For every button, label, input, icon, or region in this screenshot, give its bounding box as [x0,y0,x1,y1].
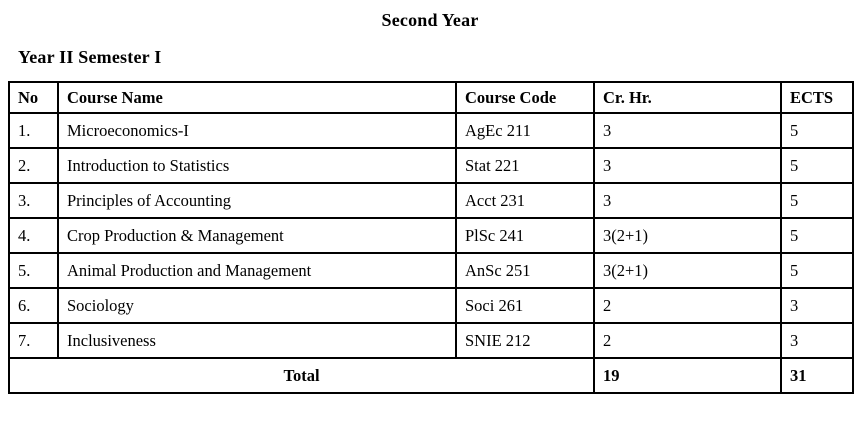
table-row [9,183,853,218]
cell-course-code: AgEc 211 [456,113,594,148]
table-row [9,218,853,253]
cell-cr-hr: 3(2+1) [594,218,781,253]
cell-ects: 3 [781,323,853,358]
page-title: Second Year [381,10,479,30]
cell-ects: 5 [781,253,853,288]
cell-course-name: Sociology [58,288,456,323]
cell-course-name: Principles of Accounting [58,183,456,218]
total-ects: 31 [781,358,853,393]
cell-cr-hr: 3(2+1) [594,253,781,288]
cell-ects: 5 [781,113,853,148]
cell-course-name: Microeconomics-I [58,113,456,148]
total-row [9,358,853,393]
cell-no: 6. [9,288,58,323]
cell-cr-hr: 3 [594,113,781,148]
cell-course-code: Soci 261 [456,288,594,323]
cell-course-code: SNIE 212 [456,323,594,358]
cell-course-code: Acct 231 [456,183,594,218]
cell-course-name: Inclusiveness [58,323,456,358]
section-heading: Year II Semester I [18,47,162,67]
table-row [9,323,853,358]
header-course-name: Course Name [58,82,456,113]
cell-no: 4. [9,218,58,253]
table-row [9,113,853,148]
cell-cr-hr: 2 [594,288,781,323]
header-cr-hr: Cr. Hr. [594,82,781,113]
total-cr-hr: 19 [594,358,781,393]
cell-no: 2. [9,148,58,183]
cell-course-code: PlSc 241 [456,218,594,253]
table-row [9,253,853,288]
header-ects: ECTS [781,82,853,113]
cell-cr-hr: 3 [594,148,781,183]
cell-cr-hr: 3 [594,183,781,218]
cell-ects: 5 [781,183,853,218]
cell-course-code: Stat 221 [456,148,594,183]
table-row [9,148,853,183]
table-header-row [9,82,853,113]
course-table [8,81,854,394]
cell-no: 5. [9,253,58,288]
header-course-code: Course Code [456,82,594,113]
cell-course-name: Crop Production & Management [58,218,456,253]
cell-ects: 5 [781,148,853,183]
header-no: No [9,82,58,113]
cell-ects: 3 [781,288,853,323]
total-label: Total [9,358,594,393]
cell-no: 3. [9,183,58,218]
cell-ects: 5 [781,218,853,253]
cell-course-name: Animal Production and Management [58,253,456,288]
cell-course-code: AnSc 251 [456,253,594,288]
cell-cr-hr: 2 [594,323,781,358]
cell-no: 1. [9,113,58,148]
cell-no: 7. [9,323,58,358]
cell-course-name: Introduction to Statistics [58,148,456,183]
table-row [9,288,853,323]
